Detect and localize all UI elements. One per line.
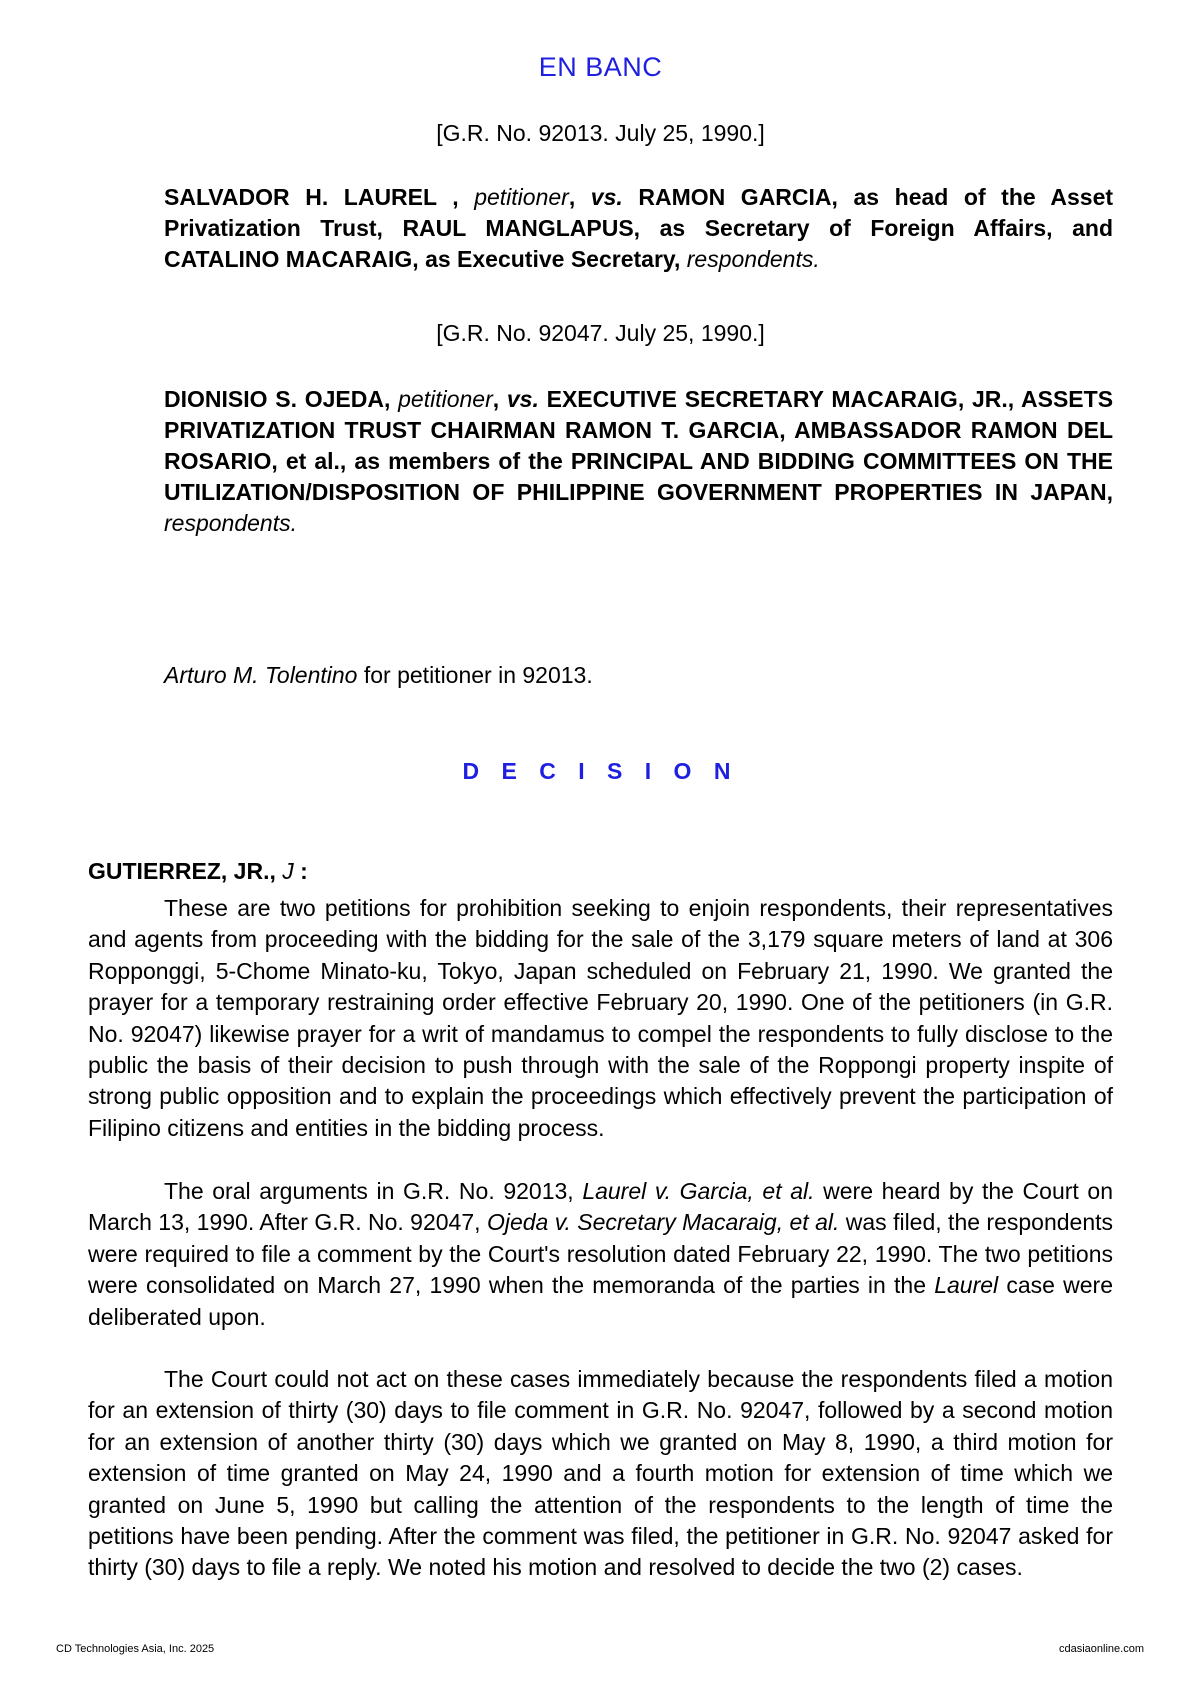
p2-text-d: case were deliberated upon. [88,1272,1113,1330]
ponente-title: J [282,858,294,884]
footer-copyright: CD Technologies Asia, Inc. 2025 [56,1643,215,1655]
decision-paragraph-1: These are two petitions for prohibition seeking to enjoin respondents, their representatives and agents from proceeding with the bidding for the sale of the 3,179 square meters of land at 306 Ropponggi, 5-Chome Minato-ku, Tokyo, Japan scheduled on February 21, 1990. We granted the prayer for a temporary restraining order effective February 20, 1990. One of the petitioners (in G.R. No. 92047) likewise prayer for a writ of mandamus to compel the respondents to fully disclose to the public the basis of their decision to push through with the sale of the Roppongi property inspite of strong public opposition and to explain the proceedings which effectively prevent the participation of Filipino citizens and entities in the bidding process. [88,895,1113,1141]
case2-respondents: EXECUTIVE SECRETARY MACARAIG, JR., ASSETS PRIVATIZATION TRUST CHAIRMAN RAMON T. GARCIA, AMBASSADOR RAMON DEL ROSARIO, et al., as members of the PRINCIPAL AND BIDDING COMMITTEES ON THE UTILIZATION/DISPOSITION OF PHILIPPINE GOVERNMENT PROPERTIES IN JAPAN [164,386,1114,505]
case1-petitioner: SALVADOR H. LAUREL [164,184,437,210]
counsel-name: Arturo M. Tolentino [164,662,358,688]
p2-text-c: was filed, the respondents were required to file a comment by the Court's resolution dated February 22, 1990. The two petitions were consolidated on March 27, 1990 when the memoranda of the parties in the [88,1209,1114,1299]
p2-text-b: were heard by the Court on March 13, 1990. After G.R. No. 92047, [88,1178,1113,1236]
court-division-heading: EN BANC [538,52,663,82]
footer-website: cdasiaonline.com [1059,1643,1144,1655]
case2-petitioner: DIONISIO S. OJEDA [164,386,384,412]
case1-respondents-role: respondents. [686,246,820,272]
counsel-line [164,662,593,689]
case1-petitioner-role: petitioner [474,184,569,210]
p2-case-laurel: Laurel v. Garcia, et al. [582,1178,815,1204]
case1-respondents: RAMON GARCIA, as head of the Asset Privatization Trust, RAUL MANGLAPUS, as Secretary of Foreign Affairs, and CATALINO MACARAIG, as Executive Secretary [164,184,1114,272]
case1-caption: SALVADOR H. LAUREL , petitioner, vs. RAMON GARCIA, as head of the Asset Privatization Trust, RAUL MANGLAPUS, as Secretary of Foreign Affairs, and CATALINO MACARAIG, as Executive Secretary, respondents. [164,184,1114,272]
case2-caption: DIONISIO S. OJEDA, petitioner, vs. EXECUTIVE SECRETARY MACARAIG, JR., ASSETS PRIVATIZATION TRUST CHAIRMAN RAMON T. GARCIA, AMBASSADOR RAMON DEL ROSARIO, et al., as members of the PRINCIPAL AND BIDDING COMMITTEES ON THE UTILIZATION/DISPOSITION OF PHILIPPINE GOVERNMENT PROPERTIES IN JAPAN, respondents. [164,386,1114,536]
p2-text-a: The oral arguments in G.R. No. 92013, [164,1178,583,1204]
decision-paragraph-2 [88,1176,1113,1333]
ponente-name: GUTIERREZ, JR. [88,858,270,884]
case2-gr-number: [G.R. No. 92047. July 25, 1990.] [436,320,765,346]
case2-respondents-role: respondents. [164,510,297,536]
decision-paragraph-3: The Court could not act on these cases immediately because the respondents filed a motion for an extension of thirty (30) days to file comment in G.R. No. 92047, followed by a second motion for an extension of another thirty (30) days which we granted on May 8, 1990, a third motion for extension of time granted on May 24, 1990 and a fourth motion for extension of time which we granted on June 5, 1990 but calling the attention of the respondents to the length of time the petitions have been pending. After the comment was filed, the petitioner in G.R. No. 92047 asked for thirty (30) days to file a reply. We noted his motion and resolved to decide the two (2) cases. [88,1366,1113,1581]
ponente-line: GUTIERREZ, JR., J : [88,858,308,884]
case1-gr-number: [G.R. No. 92013. July 25, 1990.] [436,120,765,146]
case2-vs: vs. [506,386,539,412]
case2-petitioner-role: petitioner [398,386,493,412]
case1-vs: vs. [590,184,623,210]
counsel-text: for petitioner in 92013. [357,662,593,688]
decision-heading: D E C I S I O N [462,758,739,784]
p2-case-laurel-short: Laurel [934,1272,999,1299]
p2-case-ojeda: Ojeda v. Secretary Macaraig, et al. [486,1209,840,1236]
